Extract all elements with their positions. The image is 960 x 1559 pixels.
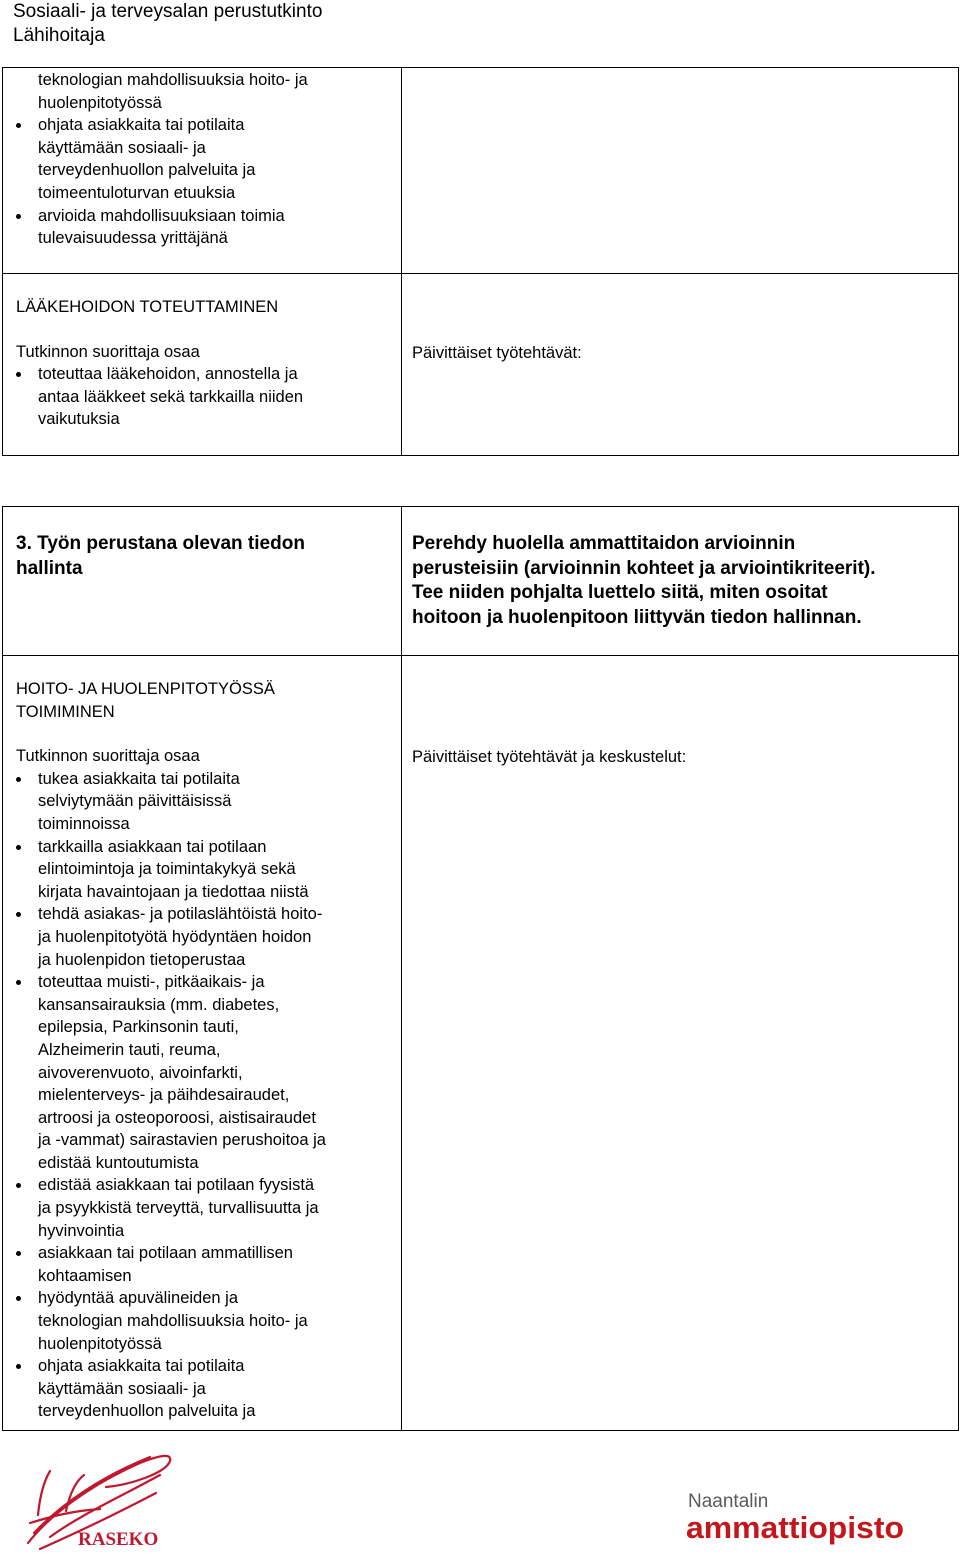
- right-cell-text: Päivittäiset työtehtävät:: [412, 344, 582, 362]
- instruction-line: hoitoon ja huolenpitoon liittyvän tiedon hallinnan.: [412, 606, 862, 628]
- list-line: artroosi ja osteoporoosi, aistisairaudet: [38, 1108, 316, 1127]
- list-line: kohtaamisen: [38, 1266, 132, 1285]
- table-row: [3, 274, 959, 456]
- list-line: teknologian mahdollisuuksia hoito- ja: [38, 1312, 308, 1331]
- instruction-line: Tee niiden pohjalta luettelo siitä, miten osoitat: [412, 582, 828, 603]
- list-line: ja huolenpidon tietoperustaa: [38, 950, 246, 969]
- list-line: ja psyykkistä terveyttä, turvallisuutta ja: [38, 1199, 319, 1218]
- list-line: mielenterveys- ja päihdesairaudet,: [38, 1086, 290, 1105]
- list-line: Alzheimerin tauti, reuma,: [38, 1040, 221, 1059]
- intro-text: Tutkinnon suorittaja osaa: [16, 747, 200, 766]
- left-cell: [3, 656, 402, 1431]
- table-row: [3, 507, 959, 656]
- right-cell: [402, 68, 959, 274]
- bullet-item: edistää asiakkaan tai potilaan fyysistä: [3, 1174, 401, 1197]
- list-line: huolenpitotyössä: [38, 93, 162, 112]
- section-title-cell: [3, 507, 402, 656]
- list-line: ja -vammat) sairastavien perushoitoa ja: [38, 1131, 326, 1150]
- table-row: [3, 68, 959, 274]
- list-line: tulevaisuudessa yrittäjänä: [38, 229, 228, 248]
- bullet-item: ohjata asiakkaita tai potilaita: [3, 114, 401, 137]
- list-line: kansansairauksia (mm. diabetes,: [38, 995, 280, 1014]
- list-line: ja huolenpitotyötä hyödyntäen hoidon: [38, 927, 312, 946]
- raseko-logo: [10, 1445, 190, 1555]
- list-line: antaa lääkkeet sekä tarkkailla niiden: [38, 387, 304, 406]
- left-cell: [3, 274, 402, 456]
- table-row: [3, 656, 959, 1431]
- naantali-logo: [686, 1488, 906, 1548]
- list-line: käyttämään sosiaali- ja: [38, 138, 206, 157]
- bullet-item: ohjata asiakkaita tai potilaita: [3, 1355, 401, 1378]
- table-competence-1: [2, 67, 959, 456]
- right-cell: [402, 656, 959, 1431]
- table-competence-2: [2, 506, 959, 1431]
- list-line: teknologian mahdollisuuksia hoito- ja: [38, 71, 308, 89]
- list-line: toiminnoissa: [38, 814, 130, 833]
- bullet-item: toteuttaa muisti-, pitkäaikais- ja: [3, 971, 401, 994]
- instruction-line: Perehdy huolella ammattitaidon arvioinnin: [412, 533, 796, 554]
- left-cell: [3, 68, 402, 274]
- list-line: terveydenhuollon palveluita ja: [38, 1402, 256, 1421]
- section-heading: TOIMIMINEN: [16, 702, 115, 721]
- list-line: elintoimintoja ja toimintakykyä sekä: [38, 860, 296, 879]
- list-line: selviytymään päivittäisissä: [38, 792, 232, 811]
- section-heading: LÄÄKEHOIDON TOTEUTTAMINEN: [16, 298, 279, 316]
- bullet-item: asiakkaan tai potilaan ammatillisen: [3, 1242, 401, 1265]
- intro-text: Tutkinnon suorittaja osaa: [16, 342, 200, 361]
- instruction-line: perusteisiin (arvioinnin kohteet ja arviointikriteerit).: [412, 557, 876, 579]
- section-heading: HOITO- JA HUOLENPITOTYÖSSÄ: [16, 680, 275, 698]
- list-line: epilepsia, Parkinsonin tauti,: [38, 1018, 239, 1037]
- bullet-item: toteuttaa lääkehoidon, annostella ja: [3, 363, 401, 386]
- bullet-item: tehdä asiakas- ja potilaslähtöistä hoito-: [3, 903, 401, 926]
- list-line: hyvinvointia: [38, 1221, 125, 1240]
- list-line: huolenpitotyössä: [38, 1334, 162, 1353]
- list-line: terveydenhuollon palveluita ja: [38, 161, 256, 180]
- bullet-item: arvioida mahdollisuuksiaan toimia: [3, 205, 401, 228]
- bullet-item: tarkkailla asiakkaan tai potilaan: [3, 836, 401, 859]
- bullet-item: hyödyntää apuvälineiden ja: [3, 1287, 401, 1310]
- section-instructions-cell: [402, 507, 959, 656]
- naantali-wordmark-line2: ammattiopisto: [686, 1510, 904, 1545]
- naantali-wordmark-line1: Naantalin: [688, 1491, 769, 1512]
- bullet-item: tukea asiakkaita tai potilaita: [3, 768, 401, 791]
- document-header: [13, 0, 322, 48]
- section-title-line: 3. Työn perustana olevan tiedon: [16, 533, 305, 554]
- right-cell: [402, 274, 959, 456]
- raseko-wordmark: RASEKO: [78, 1529, 159, 1550]
- competence-list: [3, 768, 401, 1423]
- section-title-line: hallinta: [16, 557, 83, 579]
- header-title: Sosiaali- ja terveysalan perustutkinto: [13, 1, 323, 22]
- header-subtitle: Lähihoitaja: [13, 25, 105, 46]
- list-line: vaikutuksia: [38, 410, 120, 429]
- right-cell-text: Päivittäiset työtehtävät ja keskustelut:: [412, 748, 687, 766]
- list-line: kirjata havaintojaan ja tiedottaa niistä: [38, 882, 309, 901]
- list-line: toimeentuloturvan etuuksia: [38, 183, 236, 202]
- list-line: käyttämään sosiaali- ja: [38, 1379, 206, 1398]
- list-line: aivoverenvuoto, aivoinfarkti,: [38, 1063, 243, 1082]
- list-line: edistää kuntoutumista: [38, 1153, 199, 1172]
